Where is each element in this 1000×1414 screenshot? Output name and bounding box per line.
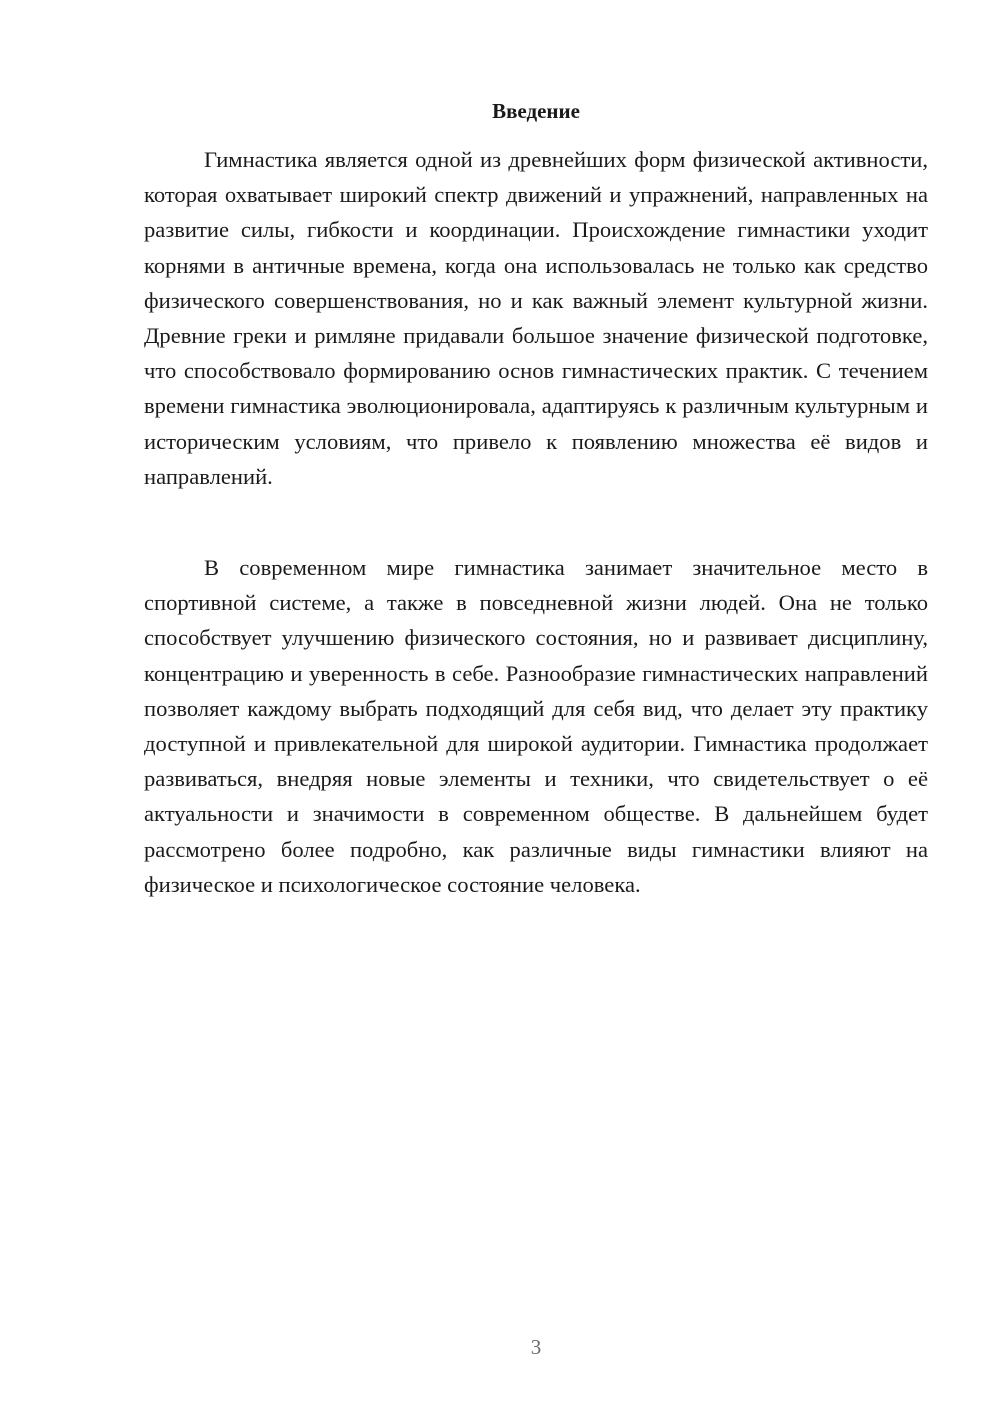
- paragraph-1: Гимнастика является одной из древнейших форм физической активности, которая охватывает широкий спектр движений и упражнений, направленных на развитие силы, гибкости и координации. Происхождение гимнастики уходит корнями в античные времена, когда она использовалась не только как средство физического совершенствования, но и как важный элемент культурной жизни. Древние греки и римляне придавали большое значение физической подготовке, что способствовало формированию основ гимнастических практик. С течением времени гимнастика эволюционировала, адаптируясь к различным культурным и историческим условиям, что привело к появлению множества её видов и направлений.: [144, 147, 928, 489]
- page-number: 3: [530, 1335, 542, 1359]
- paragraph-2: В современном мире гимнастика занимает значительное место в спортивной системе, а также в повседневной жизни людей. Она не только способствует улучшению физического состояния, но и развивает дисциплину, концентрацию и уверенность в себе. Разнообразие гимнастических направлений позволяет каждому выбрать подходящий для себя вид, что делает эту практику доступной и привлекательной для широкой аудитории. Гимнастика продолжает развиваться, внедряя новые элементы и техники, что свидетельствует о её актуальности и значимости в современном обществе. В дальнейшем будет рассмотрено более подробно, как различные виды гимнастики влияют на физическое и психологическое состояние человека.: [144, 555, 928, 897]
- section-title: Введение: [492, 99, 580, 123]
